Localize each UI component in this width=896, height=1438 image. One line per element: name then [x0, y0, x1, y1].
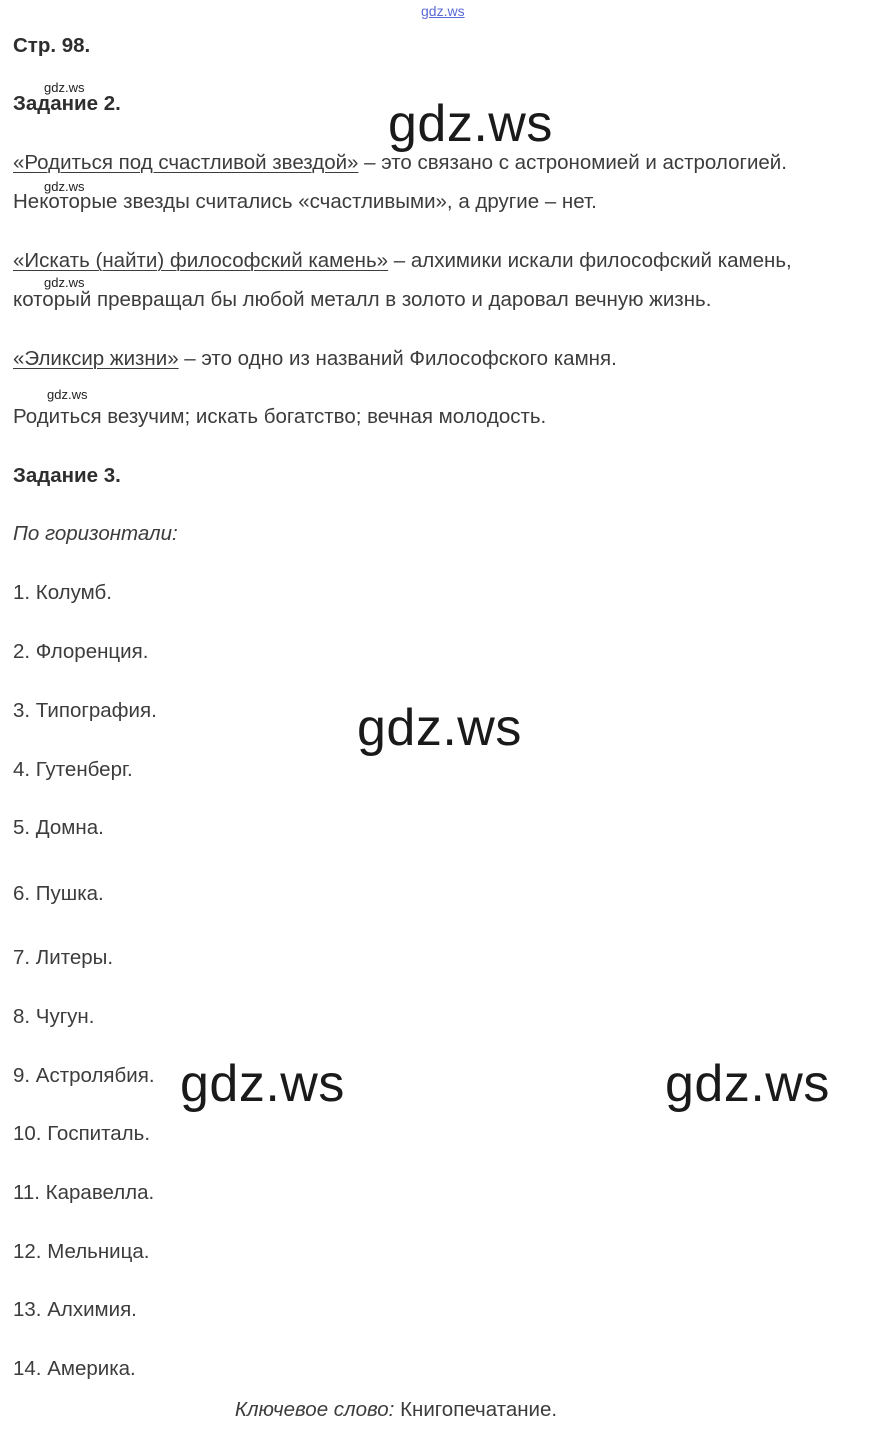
answer-item: 7. Литеры.	[13, 946, 114, 969]
answer-item: 13. Алхимия.	[13, 1298, 137, 1321]
answer-item: 1. Колумб.	[13, 581, 112, 604]
task3-heading: Задание 3.	[13, 464, 121, 487]
task2-heading: Задание 2.	[13, 92, 121, 115]
explanation-text: – это связано с астрономией и астрологией.	[358, 151, 787, 174]
answer-item: 3. Типография.	[13, 699, 157, 722]
explanation-text: – алхимики искали философский камень,	[388, 249, 792, 272]
answer-item: 6. Пушка.	[13, 882, 104, 905]
task2-summary: Родиться везучим; искать богатство; вечная молодость.	[13, 405, 547, 428]
big-watermark: gdz.ws	[357, 699, 522, 757]
answer-item: 10. Госпиталь.	[13, 1122, 151, 1145]
task2-item-1-line1	[13, 151, 787, 175]
keyword-value: Книгопечатание.	[394, 1398, 558, 1421]
small-watermark: gdz.ws	[44, 80, 85, 95]
page-reference: Стр. 98.	[13, 34, 91, 57]
answer-item: 12. Мельница.	[13, 1240, 150, 1263]
explanation-text: – это одно из названий Философского камня.	[178, 347, 617, 370]
big-watermark: gdz.ws	[388, 95, 553, 153]
answer-item: 9. Астролябия.	[13, 1064, 155, 1087]
answer-item: 5. Домна.	[13, 816, 104, 839]
phrase-philosophers-stone: «Искать (найти) философский камень»	[13, 249, 389, 272]
answer-item: 2. Флоренция.	[13, 640, 149, 663]
phrase-elixir-of-life: «Эликсир жизни»	[13, 347, 179, 370]
task2-item-2-line2: который превращал бы любой металл в золото и даровал вечную жизнь.	[13, 288, 712, 311]
phrase-lucky-star: «Родиться под счастливой звездой»	[13, 151, 359, 174]
task3-subheading: По горизонтали:	[13, 522, 178, 545]
keyword-label: Ключевое слово:	[234, 1398, 395, 1421]
answer-item: 14. Америка.	[13, 1357, 136, 1380]
keyword-line	[0, 1398, 792, 1422]
small-watermark: gdz.ws	[47, 387, 88, 402]
answer-item: 8. Чугун.	[13, 1005, 95, 1028]
small-watermark: gdz.ws	[44, 179, 85, 194]
task2-item-3-line1	[13, 347, 617, 371]
answer-item: 11. Каравелла.	[13, 1181, 155, 1204]
top-watermark: gdz.ws	[421, 3, 465, 19]
big-watermark: gdz.ws	[665, 1055, 830, 1113]
task2-item-2-line1	[13, 249, 792, 273]
task2-item-1-line2: Некоторые звезды считались «счастливыми», а другие – нет.	[13, 190, 597, 213]
big-watermark: gdz.ws	[180, 1055, 345, 1113]
small-watermark: gdz.ws	[44, 275, 85, 290]
answer-item: 4. Гутенберг.	[13, 758, 133, 781]
